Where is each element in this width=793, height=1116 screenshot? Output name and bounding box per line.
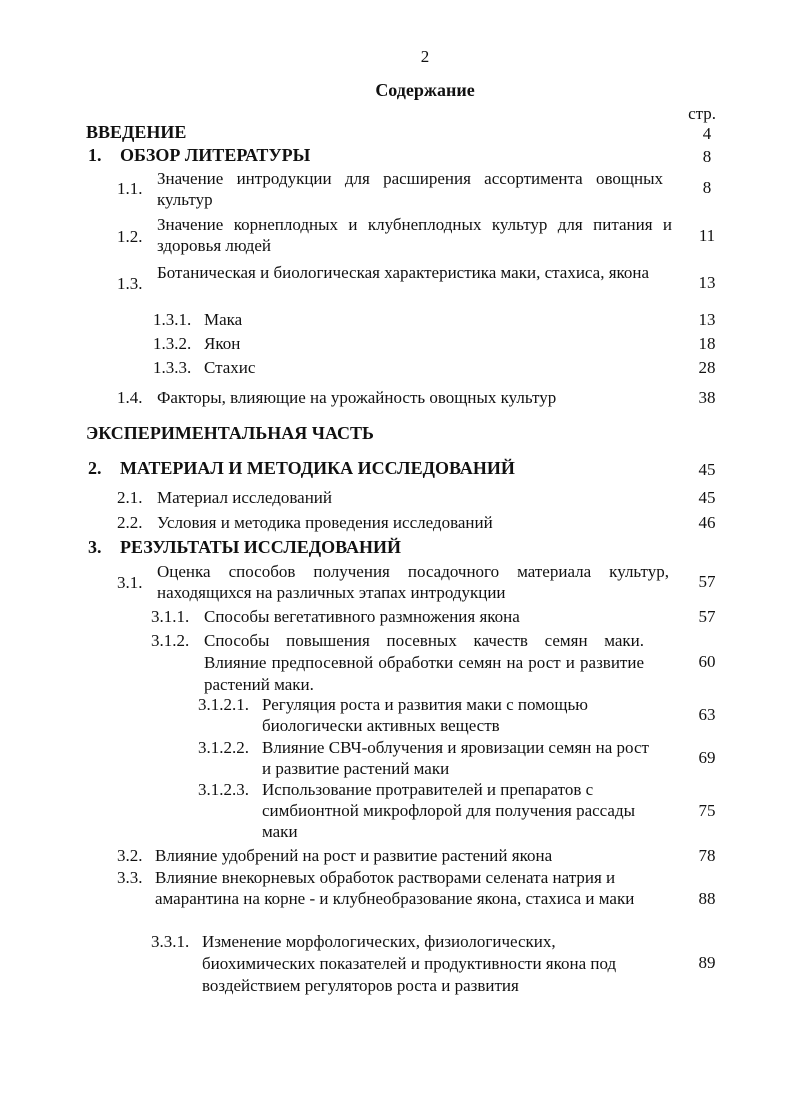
toc-section-number: 2.1. — [117, 488, 143, 507]
toc-subsubsection-number: 3.1.2.2. — [198, 738, 249, 757]
toc-page: 60 — [698, 652, 716, 671]
toc-page: 63 — [698, 705, 716, 724]
toc-subsection-number: 1.3.1. — [153, 310, 192, 329]
toc-heading: ЭКСПЕРИМЕНТАЛЬНАЯ ЧАСТЬ — [86, 423, 374, 443]
toc-subsubsection-title: Влияние СВЧ-облучения и яровизации семян на рост и развитие растений маки — [262, 738, 649, 778]
toc-section-title: Ботаническая и биологическая характеристика маки, стахиса, якона — [157, 263, 650, 282]
toc-page: 13 — [698, 310, 716, 329]
toc-subsection-number: 1.3.3. — [153, 358, 192, 377]
toc-section-title: Оценка способов получения посадочного материала культур, находящихся на различных этапах интродукции — [157, 562, 669, 602]
toc-page: 89 — [698, 953, 716, 972]
toc-chapter-title: МАТЕРИАЛ И МЕТОДИКА ИССЛЕДОВАНИЙ — [120, 458, 515, 478]
toc-section-title: Значение интродукции для расширения ассортимента овощных культур — [157, 169, 663, 209]
toc-subsection-title: Способы вегетативного размножения якона — [204, 607, 520, 626]
toc-section-number: 1.1. — [117, 179, 143, 198]
toc-chapter-title: ОБЗОР ЛИТЕРАТУРЫ — [120, 145, 311, 165]
toc-page: 4 — [702, 124, 712, 143]
toc-section-title: Влияние внекорневых обработок растворами селената натрия и амарантина на корне - и клубнеобразование якона, стахиса и маки — [155, 868, 635, 908]
toc-page: 69 — [698, 748, 716, 767]
toc-subsection-number: 3.1.2. — [151, 631, 190, 650]
toc-page: 38 — [698, 388, 716, 407]
toc-page: 45 — [698, 488, 716, 507]
toc-subsection-title: Способы повышения посевных качеств семян маки. Влияние предпосевной обработки семян на рост и развитие растений маки. — [204, 631, 644, 694]
page-column-label: стр. — [688, 104, 716, 123]
toc-subsection-title: Мака — [204, 310, 243, 329]
toc-subsection-number: 3.1.1. — [151, 607, 190, 626]
toc-subsection-title: Изменение морфологических, физиологических, биохимических показателей и продуктивности якона под воздействием регуляторов роста и развития — [202, 932, 617, 995]
toc-section-title: Значение корнеплодных и клубнеплодных культур для питания и здоровья людей — [157, 215, 672, 255]
toc-subsubsection-title: Регуляция роста и развития маки с помощью биологически активных веществ — [262, 695, 588, 735]
toc-page: 75 — [698, 801, 716, 820]
toc-section-number: 1.4. — [117, 388, 143, 407]
toc-section-number: 3.2. — [117, 846, 143, 865]
toc-section-number: 3.1. — [117, 573, 143, 592]
toc-section-number: 3.3. — [117, 868, 143, 887]
toc-chapter-number: 1. — [88, 145, 102, 165]
toc-page: 46 — [698, 513, 716, 532]
toc-section-title: Факторы, влияющие на урожайность овощных культур — [157, 388, 557, 407]
toc-page: 8 — [702, 147, 712, 166]
toc-page: 57 — [698, 607, 716, 626]
toc-subsection-title: Якон — [204, 334, 241, 353]
page-number: 2 — [420, 47, 430, 66]
toc-page: 88 — [698, 889, 716, 908]
toc-section-title: Влияние удобрений на рост и развитие растений якона — [155, 846, 553, 865]
toc-page: 78 — [698, 846, 716, 865]
toc-subsubsection-number: 3.1.2.1. — [198, 695, 249, 714]
toc-section-number: 1.3. — [117, 274, 143, 293]
toc-heading: ВВЕДЕНИЕ — [86, 122, 187, 142]
toc-subsubsection-number: 3.1.2.3. — [198, 780, 249, 799]
toc-subsection-number: 1.3.2. — [153, 334, 192, 353]
toc-section-number: 1.2. — [117, 227, 143, 246]
toc-page: 57 — [698, 572, 716, 591]
toc-section-number: 2.2. — [117, 513, 143, 532]
page-title: Содержание — [375, 80, 475, 100]
toc-subsection-number: 3.3.1. — [151, 932, 190, 951]
toc-chapter-number: 3. — [88, 537, 102, 557]
toc-subsection-title: Стахис — [204, 358, 256, 377]
toc-chapter-title: РЕЗУЛЬТАТЫ ИССЛЕДОВАНИЙ — [120, 537, 402, 557]
toc-page: 8 — [702, 178, 712, 197]
toc-chapter-number: 2. — [88, 458, 102, 478]
toc-section-title: Условия и методика проведения исследований — [157, 513, 493, 532]
toc-page: 45 — [698, 460, 716, 479]
toc-page: 13 — [698, 273, 716, 292]
toc-page: 28 — [698, 358, 716, 377]
toc-page: 11 — [698, 226, 716, 245]
toc-section-title: Материал исследований — [157, 488, 333, 507]
toc-page: 18 — [698, 334, 716, 353]
toc-subsubsection-title: Использование протравителей и препаратов с симбионтной микрофлорой для получения рассады маки — [262, 780, 636, 841]
